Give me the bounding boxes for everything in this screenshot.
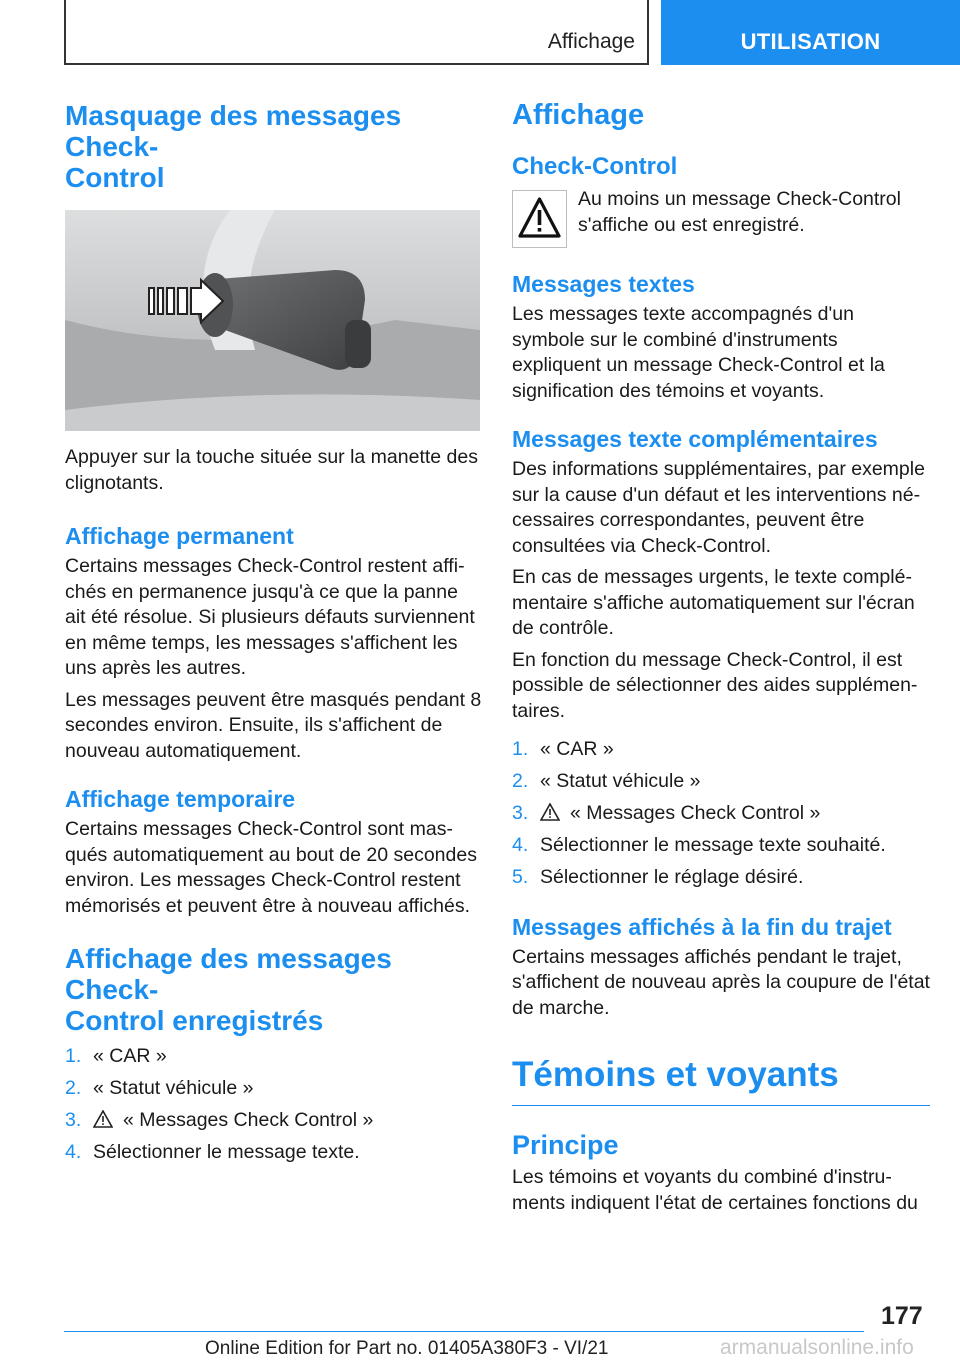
list-item: 2. « Statut véhicule » bbox=[65, 1077, 254, 1099]
heading-check-control: Check-Control bbox=[512, 153, 678, 180]
heading-principle: Principe bbox=[512, 1130, 619, 1160]
heading-supplementary: Messages texte complémentaires bbox=[512, 426, 878, 452]
lever-illustration bbox=[65, 210, 480, 431]
temporary-paragraph: Certains messages Check-Control sont masqués automatiquement au bout de 20 secondes environ. Les messages Check-Control restent mémorisés et peuvent être à nouveau affichés. bbox=[65, 818, 477, 917]
permanent-paragraph-2: Les messages peuvent être masqués pendant 8 secondes environ. Ensuite, ils s'affichent de nouveau automatiquement. bbox=[65, 688, 482, 762]
warning-triangle-icon bbox=[540, 803, 560, 821]
end-of-trip-paragraph: Certains messages affichés pendant le trajet, s'affichent de nouveau après la coupure de l'état de marche. bbox=[512, 945, 930, 1019]
heading-display: Affichage bbox=[512, 99, 645, 131]
footer-divider bbox=[64, 1331, 864, 1332]
header-frame bbox=[64, 0, 649, 65]
footer bbox=[0, 1334, 960, 1362]
header-section-title: Affichage bbox=[547, 30, 635, 53]
left-column bbox=[65, 100, 482, 1172]
heading-text-messages: Messages textes bbox=[512, 271, 695, 297]
heading-end-of-trip: Messages affichés à la fin du trajet bbox=[512, 913, 892, 940]
photo-caption: Appuyer sur la touche située sur la manette des clignotants. bbox=[65, 446, 478, 494]
permanent-paragraph-1: Certains messages Check-Control restent affichés en permanence jusqu'à ce que la panne ait été résolue. Si plusieurs défauts surviennent en même temps, les messages s'affichent les uns après les autres. bbox=[65, 555, 475, 679]
check-control-warning bbox=[512, 190, 930, 248]
list-item: 3. « Messages Check Control » bbox=[512, 802, 821, 824]
turn-signal-lever-photo bbox=[65, 210, 480, 431]
supplementary-paragraph-2: En cas de messages urgents, le texte complémentaire s'affiche automatiquement sur l'écran de contrôle. bbox=[512, 566, 915, 639]
list-item: 1. « CAR » bbox=[512, 738, 614, 760]
right-steps-list bbox=[512, 737, 930, 891]
page-number: 177 bbox=[881, 1302, 923, 1330]
section-divider bbox=[512, 1105, 930, 1106]
list-item: 4. Sélectionner le message texte. bbox=[65, 1141, 360, 1163]
warning-triangle-icon bbox=[512, 190, 567, 248]
warning-triangle-icon bbox=[93, 1110, 113, 1128]
list-item: 1. « CAR » bbox=[65, 1045, 167, 1067]
list-item: 4. Sélectionner le message texte souhaité. bbox=[512, 834, 886, 856]
list-item: 2. « Statut véhicule » bbox=[512, 770, 701, 792]
supplementary-paragraph-3: En fonction du message Check-Control, il est possible de sélectionner des aides supplémentaires. bbox=[512, 648, 918, 722]
edition-text: Online Edition for Part no. 01405A380F3 - VI/21 bbox=[205, 1338, 609, 1359]
header-chapter-tab: UTILISATION bbox=[661, 0, 960, 65]
watermark: armanualsonline.info bbox=[720, 1336, 914, 1359]
supplementary-paragraph-1: Des informations supplémentaires, par exemple sur la cause d'un défaut et les interventions nécessaires correspondantes, peuvent être consultées via Check-Control. bbox=[512, 458, 925, 557]
heading-stored-messages: Affichage des messages Check- Control enregistrés bbox=[65, 943, 392, 1036]
list-item: 3. « Messages Check Control » bbox=[65, 1109, 374, 1131]
check-control-warning-text: Au moins un message Check-Control s'affiche ou est enregistré. bbox=[578, 188, 901, 236]
heading-hide-messages: Masquage des messages Check- Control bbox=[65, 100, 402, 193]
heading-indicator-lights: Témoins et voyants bbox=[512, 1055, 839, 1094]
list-item: 5. Sélectionner le réglage désiré. bbox=[512, 866, 804, 888]
heading-temporary: Affichage temporaire bbox=[65, 786, 296, 812]
text-messages-paragraph: Les messages texte accompagnés d'un symbole sur le combiné d'instruments expliquent un message Check-Control et la signification des témoins et voyants. bbox=[512, 303, 885, 402]
heading-permanent: Affichage permanent bbox=[65, 523, 294, 549]
left-steps-list bbox=[65, 1044, 482, 1166]
principle-paragraph: Les témoins et voyants du combiné d'instruments indiquent l'état de certaines fonctions du bbox=[512, 1166, 918, 1214]
right-column bbox=[512, 100, 930, 1216]
